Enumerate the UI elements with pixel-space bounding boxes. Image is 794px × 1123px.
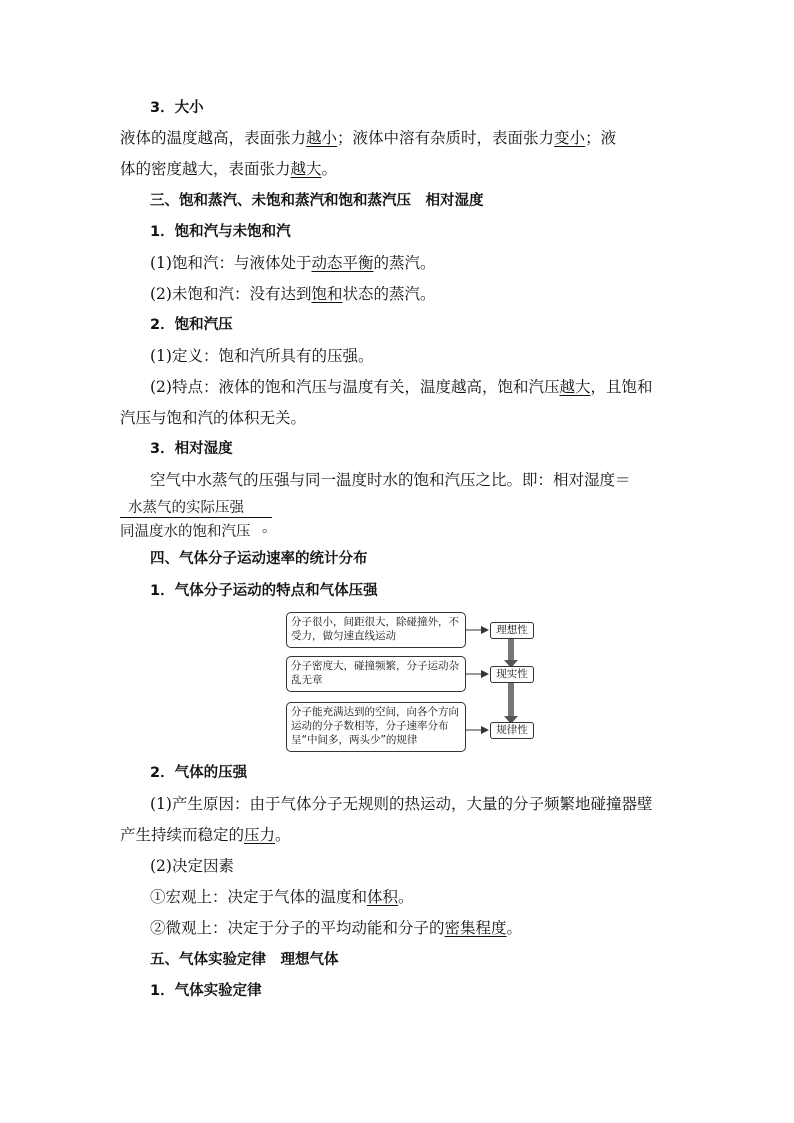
paragraph-line (150, 284, 436, 304)
text: 体的密度越大，表面张力 (120, 160, 291, 178)
section-heading: 四、气体分子运动速率的统计分布 (150, 551, 368, 567)
paragraph-line (150, 918, 522, 938)
section-heading: 三、饱和蒸汽、未饱和蒸汽和饱和蒸汽压 相对湿度 (150, 193, 484, 209)
paragraph-line: (1)产生原因：由于气体分子无规则的热运动，大量的分子频繁地碰撞器壁 (150, 795, 653, 813)
paragraph-line: 汽压与饱和汽的体积无关。 (120, 409, 307, 427)
answer-underline: 动态平衡 (311, 254, 374, 272)
text: 液体的温度越高，表面张力 (120, 129, 307, 147)
text: ①宏观上：决定于气体的温度和 (150, 888, 368, 906)
paragraph-line (120, 159, 337, 179)
text: (2)未饱和汽：没有达到 (150, 285, 312, 303)
text: 的蒸汽。 (373, 254, 436, 272)
fraction-bar (120, 517, 272, 518)
molecular-motion-diagram (286, 612, 546, 752)
fraction-period: 。 (262, 520, 277, 536)
subsection-title: 2．饱和汽压 (150, 317, 233, 333)
text: ；液体中溶有杂质时，表面张力 (337, 129, 555, 147)
answer-underline: 越大 (559, 378, 591, 396)
paragraph-line: (1)定义：饱和汽所具有的压强。 (150, 347, 374, 365)
answer-underline: 饱和 (311, 285, 343, 303)
text: ，且饱和 (590, 378, 653, 396)
fraction-denominator: 同温度水的饱和汽压 (120, 524, 251, 540)
text: 。 (321, 160, 338, 178)
answer-underline: 压力 (244, 826, 276, 844)
text: 。 (275, 826, 291, 844)
paragraph-line (150, 253, 436, 273)
fraction-numerator: 水蒸气的实际压强 (128, 500, 244, 516)
paragraph-line (120, 128, 616, 148)
paragraph-line (120, 825, 291, 845)
answer-underline: 越小 (306, 129, 338, 147)
subsection-title: 3．相对湿度 (150, 441, 233, 457)
paragraph-line: 空气中水蒸气的压强与同一温度时水的饱和汽压之比。即：相对湿度＝ (150, 471, 631, 489)
paragraph-line: (2)决定因素 (150, 857, 234, 875)
subsection-title: 1．饱和汽与未饱和汽 (150, 224, 291, 240)
section-3-title: 3．大小 (150, 100, 204, 116)
text: ；液 (585, 129, 617, 147)
answer-underline: 变小 (554, 129, 586, 147)
text: 产生持续而稳定的 (120, 826, 245, 844)
subsection-title: 1．气体实验定律 (150, 983, 262, 999)
answer-underline: 密集程度 (444, 919, 507, 937)
section-heading: 五、气体实验定律 理想气体 (150, 952, 339, 968)
answer-underline: 越大 (290, 160, 322, 178)
text: (1)饱和汽：与液体处于 (150, 254, 312, 272)
feature-box-3: 分子能充满达到的空间，向各个方向运动的分子数相等，分子速率分布呈“中间多，两头少”的规律 (286, 702, 466, 752)
feature-box-1: 分子很小，间距很大，除碰撞外，不受力，做匀速直线运动 (286, 612, 466, 648)
tag-real: 现实性 (490, 666, 534, 683)
text: ②微观上：决定于分子的平均动能和分子的 (150, 919, 445, 937)
text: 。 (398, 888, 414, 906)
text: 状态的蒸汽。 (342, 285, 436, 303)
subsection-title: 1．气体分子运动的特点和气体压强 (150, 583, 378, 599)
tag-regularity: 规律性 (490, 722, 534, 739)
paragraph-line (150, 887, 414, 907)
subsection-title: 2．气体的压强 (150, 765, 248, 781)
text: 。 (506, 919, 523, 937)
answer-underline: 体积 (367, 888, 399, 906)
feature-box-2: 分子密度大，碰撞频繁，分子运动杂乱无章 (286, 656, 466, 692)
paragraph-line (150, 377, 653, 397)
text: (2)特点：液体的饱和汽压与温度有关，温度越高，饱和汽压 (150, 378, 560, 396)
tag-ideal: 理想性 (490, 622, 534, 639)
